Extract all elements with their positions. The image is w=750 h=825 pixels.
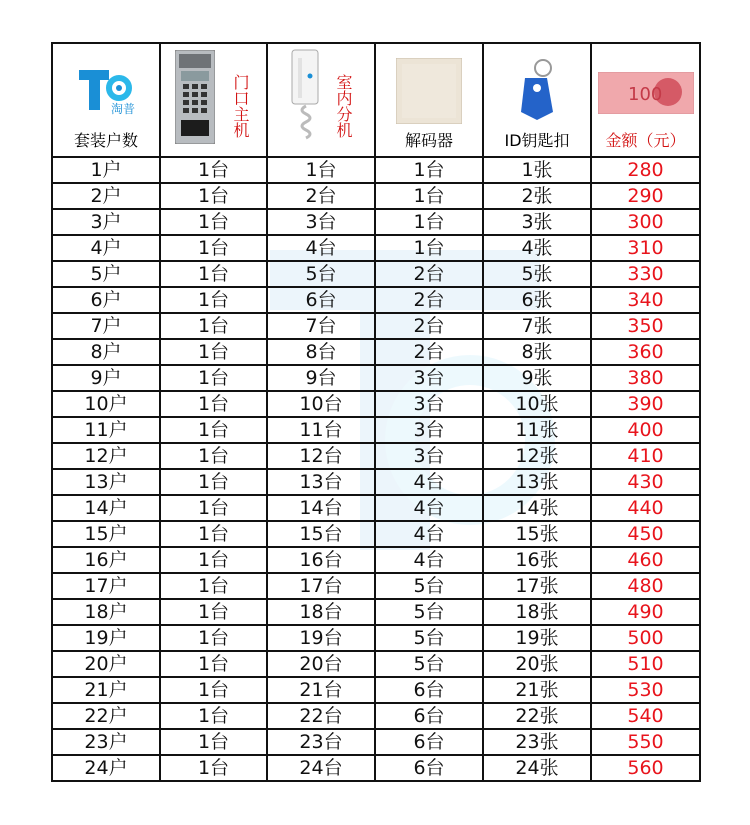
cell-decoder: 5台 [375,625,483,651]
header-door-host-label: 门口主机 [231,74,250,138]
cell-keyfob: 16张 [483,547,591,573]
header-door-host [160,43,267,157]
cell-keyfob: 21张 [483,677,591,703]
cell-indoor: 3台 [267,209,375,235]
cell-indoor: 11台 [267,417,375,443]
cell-households: 15户 [52,521,160,547]
cell-keyfob: 4张 [483,235,591,261]
cell-keyfob: 6张 [483,287,591,313]
cell-indoor: 9台 [267,365,375,391]
cell-decoder: 3台 [375,417,483,443]
cell-households: 5户 [52,261,160,287]
cell-households: 21户 [52,677,160,703]
header-keyfob [483,43,591,157]
cell-decoder: 4台 [375,547,483,573]
cell-decoder: 3台 [375,443,483,469]
cell-price: 290 [591,183,700,209]
cell-decoder: 1台 [375,235,483,261]
cell-households: 17户 [52,573,160,599]
cell-households: 22户 [52,703,160,729]
cell-price: 360 [591,339,700,365]
table-row [52,547,700,573]
cell-keyfob: 23张 [483,729,591,755]
cell-households: 12户 [52,443,160,469]
cell-households: 1户 [52,157,160,183]
table-row [52,651,700,677]
cell-keyfob: 9张 [483,365,591,391]
table-row [52,339,700,365]
table-row [52,573,700,599]
cell-decoder: 6台 [375,755,483,781]
cell-host: 1台 [160,625,267,651]
cell-host: 1台 [160,547,267,573]
price-table [51,42,701,782]
header-households-label: 套装户数 [73,131,138,150]
door-station-icon [175,50,215,144]
table-row [52,599,700,625]
cell-decoder: 2台 [375,339,483,365]
cell-indoor: 18台 [267,599,375,625]
cell-indoor: 19台 [267,625,375,651]
cell-host: 1台 [160,599,267,625]
cell-host: 1台 [160,573,267,599]
cell-households: 8户 [52,339,160,365]
cell-indoor: 20台 [267,651,375,677]
cell-decoder: 4台 [375,469,483,495]
cell-host: 1台 [160,209,267,235]
cell-price: 410 [591,443,700,469]
table-row [52,703,700,729]
cell-decoder: 6台 [375,729,483,755]
cell-indoor: 1台 [267,157,375,183]
cell-price: 400 [591,417,700,443]
header-indoor-unit [267,43,375,157]
cell-keyfob: 20张 [483,651,591,677]
table-row [52,443,700,469]
table-row [52,469,700,495]
cell-households: 20户 [52,651,160,677]
cell-decoder: 3台 [375,365,483,391]
cell-host: 1台 [160,157,267,183]
table-row [52,183,700,209]
cell-host: 1台 [160,183,267,209]
cell-keyfob: 12张 [483,443,591,469]
cell-indoor: 17台 [267,573,375,599]
cell-host: 1台 [160,443,267,469]
cell-indoor: 16台 [267,547,375,573]
cell-indoor: 10台 [267,391,375,417]
table-row [52,417,700,443]
cell-households: 18户 [52,599,160,625]
cell-host: 1台 [160,729,267,755]
cell-host: 1台 [160,677,267,703]
cell-price: 450 [591,521,700,547]
table-row [52,625,700,651]
cell-host: 1台 [160,235,267,261]
cell-keyfob: 13张 [483,469,591,495]
cell-price: 550 [591,729,700,755]
cell-households: 14户 [52,495,160,521]
table-row [52,365,700,391]
cell-households: 11户 [52,417,160,443]
cell-keyfob: 14张 [483,495,591,521]
table-row [52,235,700,261]
cell-keyfob: 8张 [483,339,591,365]
cell-decoder: 2台 [375,287,483,313]
cell-host: 1台 [160,521,267,547]
cell-decoder: 1台 [375,209,483,235]
cell-host: 1台 [160,417,267,443]
cell-households: 10户 [52,391,160,417]
cell-price: 490 [591,599,700,625]
cell-indoor: 2台 [267,183,375,209]
header-keyfob-label: ID钥匙扣 [504,131,570,150]
cell-price: 310 [591,235,700,261]
cell-decoder: 1台 [375,157,483,183]
cell-decoder: 2台 [375,313,483,339]
brand-logo-icon [79,66,136,126]
cell-decoder: 4台 [375,495,483,521]
cell-indoor: 6台 [267,287,375,313]
cell-host: 1台 [160,495,267,521]
cell-price: 280 [591,157,700,183]
cell-decoder: 1台 [375,183,483,209]
cell-keyfob: 18张 [483,599,591,625]
cell-price: 460 [591,547,700,573]
cell-keyfob: 2张 [483,183,591,209]
cell-host: 1台 [160,651,267,677]
cell-keyfob: 5张 [483,261,591,287]
cell-households: 19户 [52,625,160,651]
cell-indoor: 13台 [267,469,375,495]
banknote-icon [598,72,694,114]
cell-host: 1台 [160,755,267,781]
cell-decoder: 6台 [375,677,483,703]
cell-host: 1台 [160,365,267,391]
cell-indoor: 7台 [267,313,375,339]
cell-price: 500 [591,625,700,651]
header-amount [591,43,700,157]
cell-price: 440 [591,495,700,521]
header-decoder-label: 解码器 [404,131,453,150]
cell-households: 9户 [52,365,160,391]
cell-decoder: 5台 [375,573,483,599]
header-indoor-unit-label: 室内分机 [334,74,353,138]
cell-indoor: 22台 [267,703,375,729]
cell-indoor: 5台 [267,261,375,287]
cell-indoor: 15台 [267,521,375,547]
table-row [52,677,700,703]
cell-households: 16户 [52,547,160,573]
cell-keyfob: 19张 [483,625,591,651]
id-keyfob-icon [517,58,557,122]
cell-decoder: 5台 [375,651,483,677]
cell-price: 430 [591,469,700,495]
table-row [52,287,700,313]
cell-households: 7户 [52,313,160,339]
cell-price: 300 [591,209,700,235]
cell-keyfob: 1张 [483,157,591,183]
header-row [52,43,700,157]
logo-text: 淘普 [111,102,136,116]
svg-text:100: 100 [627,84,662,105]
cell-decoder: 5台 [375,599,483,625]
cell-price: 350 [591,313,700,339]
cell-keyfob: 11张 [483,417,591,443]
cell-keyfob: 7张 [483,313,591,339]
cell-keyfob: 17张 [483,573,591,599]
cell-host: 1台 [160,391,267,417]
table-row [52,755,700,781]
cell-host: 1台 [160,287,267,313]
cell-indoor: 4台 [267,235,375,261]
cell-households: 4户 [52,235,160,261]
cell-households: 3户 [52,209,160,235]
cell-keyfob: 10张 [483,391,591,417]
table-row [52,157,700,183]
cell-households: 2户 [52,183,160,209]
header-households [52,43,160,157]
cell-price: 540 [591,703,700,729]
cell-indoor: 12台 [267,443,375,469]
cell-price: 380 [591,365,700,391]
cell-host: 1台 [160,313,267,339]
cell-price: 480 [591,573,700,599]
table-row [52,313,700,339]
table-row [52,729,700,755]
cell-decoder: 3台 [375,391,483,417]
cell-price: 510 [591,651,700,677]
cell-host: 1台 [160,261,267,287]
table-row [52,521,700,547]
cell-host: 1台 [160,339,267,365]
cell-decoder: 2台 [375,261,483,287]
cell-indoor: 14台 [267,495,375,521]
cell-households: 6户 [52,287,160,313]
header-decoder [375,43,483,157]
table-row [52,495,700,521]
cell-price: 340 [591,287,700,313]
cell-keyfob: 22张 [483,703,591,729]
cell-households: 13户 [52,469,160,495]
cell-price: 390 [591,391,700,417]
decoder-box-icon [396,58,462,124]
cell-host: 1台 [160,703,267,729]
cell-keyfob: 24张 [483,755,591,781]
indoor-handset-icon [288,48,324,144]
table-row [52,209,700,235]
cell-keyfob: 3张 [483,209,591,235]
cell-decoder: 6台 [375,703,483,729]
cell-price: 330 [591,261,700,287]
cell-indoor: 23台 [267,729,375,755]
table-row [52,391,700,417]
cell-indoor: 21台 [267,677,375,703]
cell-households: 24户 [52,755,160,781]
cell-price: 560 [591,755,700,781]
header-amount-label: 金额（元） [605,131,686,150]
cell-indoor: 24台 [267,755,375,781]
cell-indoor: 8台 [267,339,375,365]
cell-keyfob: 15张 [483,521,591,547]
cell-host: 1台 [160,469,267,495]
cell-households: 23户 [52,729,160,755]
cell-decoder: 4台 [375,521,483,547]
cell-price: 530 [591,677,700,703]
table-row [52,261,700,287]
